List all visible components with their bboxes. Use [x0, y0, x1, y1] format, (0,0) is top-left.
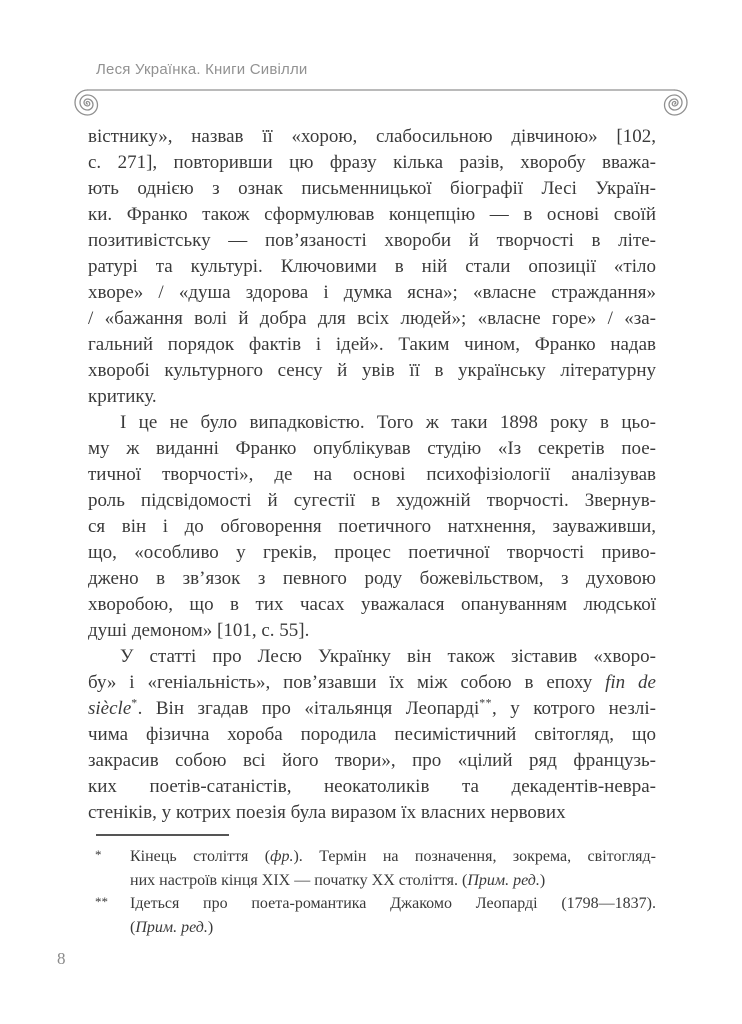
body-text — [88, 124, 656, 826]
text-line: хворе» / «душа здорова і думка ясна»; «власне страждання» — [88, 282, 656, 303]
text-line: У статті про Лесю Українку він також зіставив «хворо- — [120, 646, 656, 667]
text-line: І це не було випадковістю. Того ж таки 1898 року в цьо- — [120, 412, 656, 433]
text-line: стеніків, у котрих поезія була виразом їх власних нервових — [88, 802, 566, 823]
text-line: ких поетів-сатаністів, неокатоликів та декадентів-невра- — [88, 776, 656, 797]
text-line: що, «особливо у греків, процес поетичної творчості приво- — [88, 542, 656, 563]
footnote-ref-marker: * — [131, 696, 138, 710]
footnote-separator — [96, 834, 229, 836]
text-line: (Прим. ред.) — [130, 918, 214, 936]
text-line: гальний порядок фактів і ідей». Таким чином, Франко надав — [88, 334, 656, 355]
text-line: siècle*. Він згадав про «італьянця Леопарді**, у котрого незлі- — [88, 696, 656, 719]
text-line: ратурі та культурі. Ключовими в ній стали опозиції «тіло — [88, 256, 656, 277]
text-line: Ідеться про поета-романтика Джакомо Леопарді (1798—1837). — [130, 895, 656, 912]
text-line: критику. — [88, 386, 157, 407]
text-line: позитивістську — пов’язаності хвороби й творчості в літе- — [88, 230, 656, 251]
text-line: хворобою, що в тих часах уважалася опануванням людської — [88, 594, 656, 615]
text-line: / «бажання волі й добра для всіх людей»; «власне горе» / «за- — [88, 308, 656, 329]
emphasis-text: фр. — [270, 848, 294, 865]
footnote — [88, 845, 656, 892]
emphasis-text: Прим. ред. — [467, 871, 540, 889]
text-line: ся він і до обговорення поетичного натхнення, зауваживши, — [88, 516, 656, 537]
paragraph — [88, 644, 656, 826]
header-ornament-rule — [74, 86, 688, 120]
footnote-ref-marker: ** — [479, 696, 493, 710]
paragraph — [88, 124, 656, 410]
text-line: них настроїв кінця XIX — початку XX століття. (Прим. ред.) — [130, 871, 546, 889]
emphasis-text: fin de — [605, 672, 656, 693]
emphasis-text: siècle — [88, 698, 132, 719]
text-line: му ж виданні Франко опублікував студію «Із секретів пое- — [88, 438, 656, 459]
paragraph — [88, 410, 656, 644]
text-line: ки. Франко також сформулював концепцію — в основі своїй — [88, 204, 656, 225]
spiral-ornament-right-icon — [665, 90, 688, 115]
text-line: вістнику», назвав її «хорою, слабосильною дівчиною» [102, — [88, 126, 656, 147]
page-number: 8 — [57, 949, 66, 968]
emphasis-text: Прим. ред. — [135, 918, 208, 936]
footnote-marker: * — [95, 847, 102, 862]
footnote-area — [88, 834, 656, 939]
text-line: роль підсвідомості й сугестії в художній творчості. Звернув- — [88, 490, 656, 511]
text-line: чима фізична хороба породила песимістичний світогляд, що — [88, 724, 656, 745]
text-line: душі демоном» [101, с. 55]. — [88, 620, 310, 641]
text-line: с. 271], повторивши цю фразу кілька разів, хворобу вважа- — [88, 152, 656, 173]
text-line: джено в зв’язок з певного роду божевільством, з духовою — [88, 568, 656, 589]
text-line: Кінець століття (фр.). Термін на позначення, зокрема, світогляд- — [130, 848, 657, 865]
text-line: ють однією з ознак письменницької біографії Лесі Україн- — [88, 178, 656, 199]
text-line: бу» і «геніальність», пов’язавши їх між собою в епоху fin de — [88, 672, 656, 693]
text-line: хворобі культурного сенсу й увів її в українську літературну — [88, 360, 656, 381]
footnote-marker: ** — [95, 894, 108, 909]
text-line: тичної творчості», де на основі психофізіології аналізував — [88, 464, 656, 485]
text-line: закрасив собою всі його твори», про «цілий ряд французь- — [88, 750, 656, 771]
footnotes — [88, 845, 656, 939]
running-header-title: Леся Українка. Книги Сивілли — [96, 61, 308, 78]
footnote — [88, 892, 656, 939]
spiral-ornament-left-icon — [75, 90, 98, 115]
